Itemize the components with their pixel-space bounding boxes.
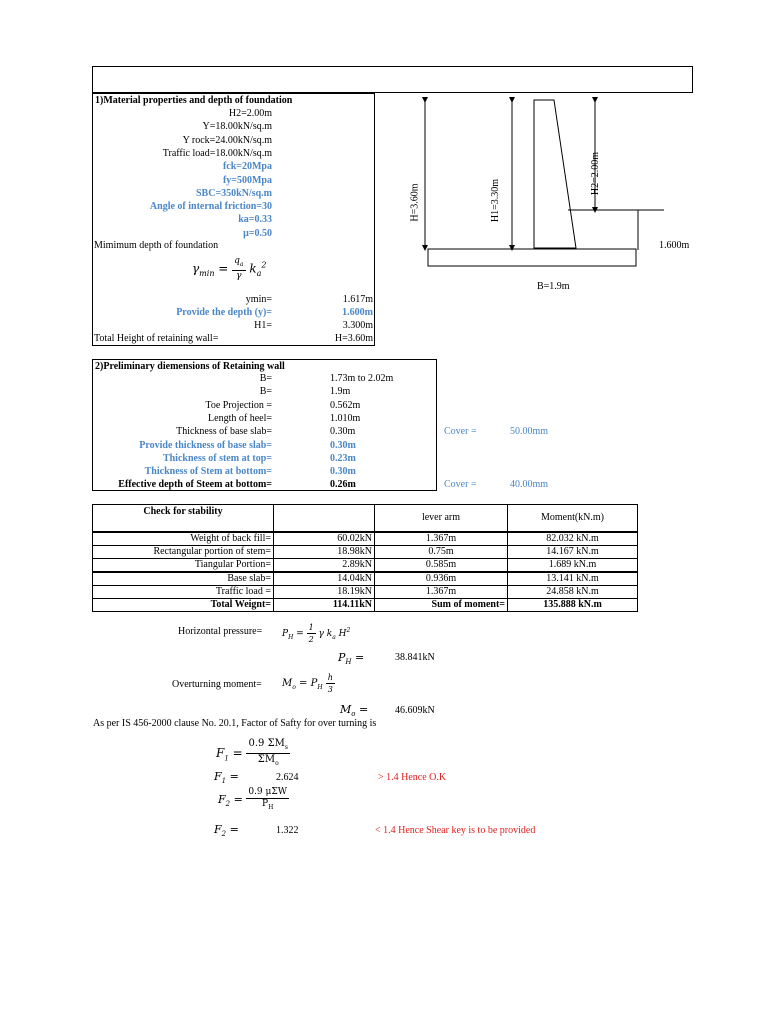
total-weight-label: Total Weignt=: [92, 598, 274, 612]
dimension-label: Effective depth of Steem at bottom=: [118, 479, 272, 491]
dimension-value: 1.010m: [330, 412, 361, 424]
sum-moment-value: 135.888 kN.m: [507, 598, 638, 612]
total-height-label: Total Height of retaining wall=: [94, 333, 219, 344]
dimension-label: Thickness of base slab=: [176, 426, 272, 438]
horizontal-pressure-label: Horizontal pressure=: [178, 626, 263, 637]
material-property: Traffic load=18.00kN/sq.m: [162, 147, 272, 159]
dimension-value: 1.73m to 2.02m: [330, 373, 394, 384]
cover2-value: 40.00mm: [510, 479, 549, 490]
dimension-label: B=: [259, 386, 272, 398]
total-height-value: H=3.60m: [334, 333, 373, 344]
material-property: Y rock=24.00kN/sq.m: [182, 134, 272, 146]
provide-depth-value: 1.600m: [342, 307, 373, 318]
mo-symbol: $M_o$ =: [340, 703, 369, 719]
header-lever-arm: lever arm: [374, 504, 508, 532]
stability-row-moment: 13.141 kN.m: [507, 572, 638, 586]
stability-row-lever: 1.367m: [374, 532, 508, 546]
base-width-label: B=1.9m: [537, 281, 570, 292]
overturning-moment-label: Overturning moment=: [172, 679, 262, 690]
cover2-label: Cover =: [444, 479, 477, 490]
stability-row-lever: 0.936m: [374, 572, 508, 586]
retaining-wall-diagram: [380, 92, 700, 302]
ph-formula: $P_H$ = $\frac{1}{2}$ γ $k_a$ $H^2$: [282, 623, 351, 644]
stability-row-moment: 14.167 kN.m: [507, 545, 638, 559]
f2-value: 1.322: [276, 825, 299, 836]
dimension-value: 0.30m: [330, 426, 356, 438]
stability-row-label: Traffic load =: [92, 585, 274, 599]
stability-row-weight: 14.04kN: [273, 572, 375, 586]
stability-row-label: Base slab=: [92, 572, 274, 586]
cover1-label: Cover =: [444, 426, 477, 437]
dimension-value: 1.9m: [330, 386, 351, 398]
header-weight: [273, 504, 375, 532]
provide-depth-label: Provide the depth (y)=: [176, 307, 272, 318]
ymin-value: 1.617m: [342, 294, 373, 305]
ph-value: 38.841kN: [395, 652, 435, 663]
stability-row-lever: 0.75m: [374, 545, 508, 559]
stability-row-lever: 1.367m: [374, 585, 508, 599]
material-property: H2=2.00m: [228, 108, 272, 119]
header-moment: Moment(kN.m): [507, 504, 638, 532]
f2-note: < 1.4 Hence Shear key is to be provided: [375, 825, 536, 836]
stability-row-weight: 2.89kN: [273, 558, 375, 572]
stability-row-label: Tiangular Portion=: [92, 558, 274, 572]
stability-row-weight: 18.98kN: [273, 545, 375, 559]
dimension-label: Provide thickness of base slab=: [139, 439, 272, 451]
stability-row-label: Weight of back fill=: [92, 532, 274, 546]
stability-row-moment: 24.858 kN.m: [507, 585, 638, 599]
dimension-label: Toe Projection =: [205, 399, 272, 411]
material-property: Y=18.00kN/sq.m: [202, 121, 272, 133]
dimension-label: B=: [259, 373, 272, 384]
stability-row-weight: 18.19kN: [273, 585, 375, 599]
ymin-label: ymin=: [245, 294, 272, 305]
h2-dimension-label: H2=2.00m: [590, 151, 602, 196]
dimension-value: 0.30m: [330, 439, 356, 451]
dimension-value: 0.26m: [330, 479, 356, 491]
material-property: fy=500Mpa: [222, 174, 272, 186]
depth-dimension-label: 1.600m: [659, 240, 690, 251]
clause-text: As per IS 456-2000 clause No. 20.1, Factor of Safty for over turning is: [93, 718, 377, 729]
total-weight-value: 114.11kN: [273, 598, 375, 612]
material-property: fck=20Mpa: [222, 161, 272, 173]
section2-title: 2)Preliminary diemensions of Retaining wall: [95, 361, 285, 372]
dimension-label: Length of heel=: [208, 412, 272, 424]
f2-symbol: $F_2$ =: [214, 823, 239, 839]
min-depth-label: Mimimum depth of foundation: [94, 240, 219, 251]
f1-formula: $F_1$ = $\frac{0.9 \Sigma M_s}{\Sigma M_o}$: [216, 738, 288, 767]
sum-moment-label: Sum of moment=: [374, 598, 508, 612]
cover1-value: 50.00mm: [510, 426, 549, 437]
stability-row-label: Rectangular portion of stem=: [92, 545, 274, 559]
dimension-value: 0.562m: [330, 399, 361, 411]
material-property: Angle of internal friction=30: [149, 201, 272, 213]
stability-row-moment: 1.689 kN.m: [507, 558, 638, 572]
f1-symbol: $F_1$ =: [214, 770, 239, 786]
ph-symbol: $P_H$ =: [338, 651, 365, 667]
h-dimension-label: H=3.60m: [409, 183, 421, 222]
material-property: ka=0.33: [238, 214, 272, 226]
h1-label: H1=: [254, 320, 272, 331]
base-slab: [428, 249, 636, 266]
wall-stem: [534, 100, 576, 248]
h1-dimension-label: H1=3.30m: [490, 178, 502, 223]
dimension-value: 0.23m: [330, 452, 356, 464]
mo-value: 46.609kN: [395, 705, 435, 716]
stability-row-moment: 82.032 kN.m: [507, 532, 638, 546]
header-check-stability: Check for stability: [92, 504, 274, 532]
stability-row-lever: 0.585m: [374, 558, 508, 572]
section1-title: 1)Material properties and depth of foundation: [95, 95, 293, 106]
ymin-formula: $\gamma_{min}$ = $\frac{q_a}{\gamma}$ $k_a^2$: [192, 256, 267, 281]
mo-formula: $M_o = P_H$ $\frac{h}{3}$: [282, 673, 333, 694]
dimension-value: 0.30m: [330, 466, 356, 478]
dimension-label: Thickness of stem at top=: [162, 452, 272, 464]
dimension-label: Thickness of Stem at bottom=: [144, 466, 272, 478]
header-title-box: [92, 66, 693, 93]
material-property: SBC=350kN/sq.m: [196, 187, 272, 199]
h1-value: 3.300m: [342, 320, 373, 331]
material-property: μ=0.50: [243, 227, 272, 239]
f2-formula: $F_2$ = $\frac{\text{0.9 μΣW}}{P_H}$: [218, 787, 287, 811]
f1-value: 2.624: [276, 772, 299, 783]
f1-note: > 1.4 Hence O.K: [378, 772, 447, 783]
stability-row-weight: 60.02kN: [273, 532, 375, 546]
